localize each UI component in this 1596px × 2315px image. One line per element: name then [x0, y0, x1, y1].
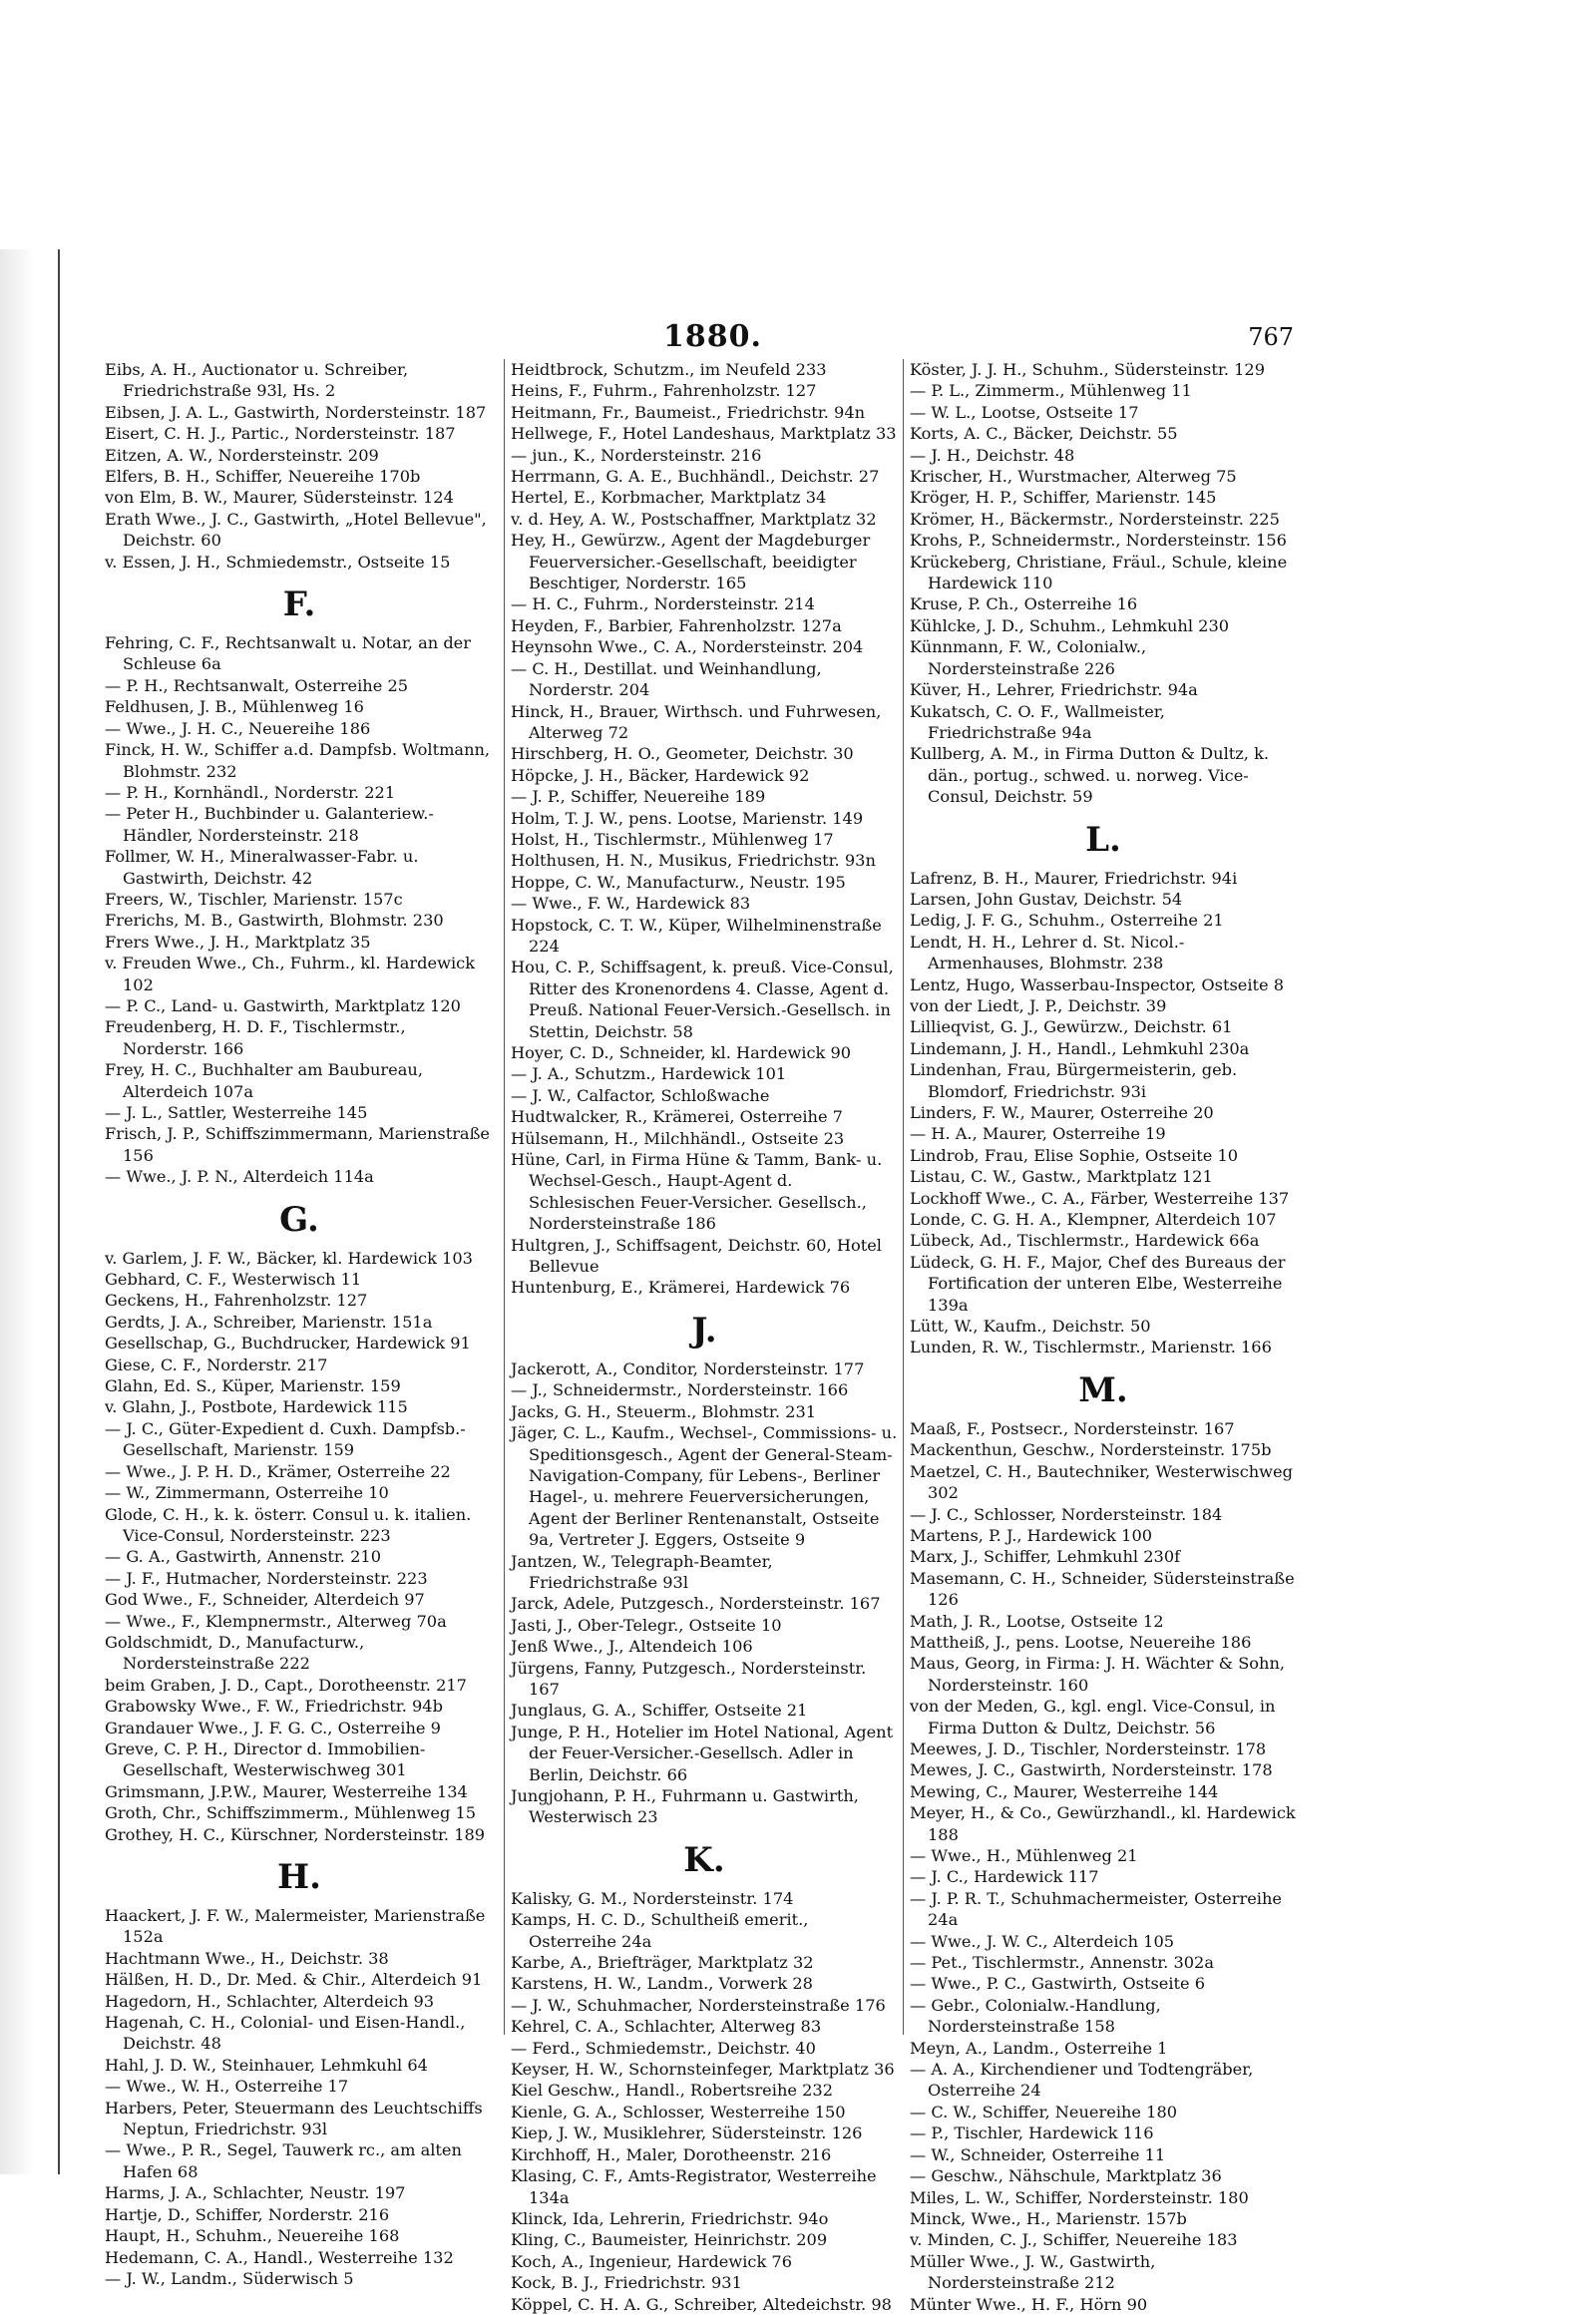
directory-entry: Krückeberg, Christiane, Fräul., Schule, kleine Hardewick 110 — [910, 552, 1288, 593]
directory-entry: Höpcke, J. H., Bäcker, Hardewick 92 — [511, 765, 810, 785]
directory-entry: Kukatsch, C. O. F., Wallmeister, Friedrichstraße 94a — [910, 701, 1165, 742]
directory-entry: — Gebr., Colonialw.-Handlung, Nordersteinstraße 158 — [910, 1995, 1161, 2037]
directory-entry: — H. A., Maurer, Osterreihe 19 — [910, 1124, 1166, 1144]
directory-entry: Heidtbrock, Schutzm., im Neufeld 233 — [511, 360, 827, 379]
directory-entry: beim Graben, J. D., Capt., Dorotheenstr. 217 — [105, 1675, 467, 1695]
directory-entry: Junglaus, G. A., Schiffer, Ostseite 21 — [511, 1701, 808, 1721]
directory-entry: — C. W., Schiffer, Neuereihe 180 — [910, 2102, 1178, 2122]
directory-entry: Keyser, H. W., Schornsteinfeger, Marktplatz 36 — [511, 2060, 895, 2080]
section-letter: J. — [691, 1310, 717, 1350]
column-3 — [903, 359, 1297, 2314]
directory-entry: Mewing, C., Maurer, Westerreihe 144 — [910, 1781, 1219, 1801]
directory-entry: God Wwe., F., Schneider, Alterdeich 97 — [105, 1590, 425, 1610]
directory-entry: Gerdts, J. A., Schreiber, Marienstr. 151a — [105, 1312, 433, 1332]
directory-entry: Eitzen, A. W., Nordersteinstr. 209 — [105, 445, 379, 465]
directory-entry: Glahn, Ed. S., Küper, Marienstr. 159 — [105, 1376, 401, 1396]
directory-entry: Linders, F. W., Maurer, Osterreihe 20 — [910, 1103, 1214, 1122]
directory-entry: Lockhoff Wwe., C. A., Färber, Westerreihe 137 — [910, 1188, 1290, 1208]
directory-entry: Gesellschap, G., Buchdrucker, Hardewick 91 — [105, 1334, 471, 1353]
directory-entry: Maus, Georg, in Firma: J. H. Wächter & Sohn, Nordersteinstr. 160 — [910, 1654, 1286, 1695]
directory-entry: Holst, H., Tischlermstr., Mühlenweg 17 — [511, 829, 834, 849]
directory-entry: v. Minden, C. J., Schiffer, Neuereihe 183 — [910, 2230, 1238, 2250]
directory-entry: — jun., K., Nordersteinstr. 216 — [511, 445, 762, 465]
directory-entry: — W., Zimmermann, Osterreihe 10 — [105, 1483, 389, 1503]
directory-entry: — G. A., Gastwirth, Annenstr. 210 — [105, 1547, 381, 1567]
directory-entry: Heyden, F., Barbier, Fahrenholzstr. 127a — [511, 615, 842, 635]
directory-entry: — J. C., Schlosser, Nordersteinstr. 184 — [910, 1504, 1223, 1524]
directory-entry: — Wwe., J. W. C., Alterdeich 105 — [910, 1931, 1175, 1951]
directory-entry: Lentz, Hugo, Wasserbau-Inspector, Ostseite 8 — [910, 974, 1285, 994]
directory-entry: — W., Schneider, Osterreihe 11 — [910, 2144, 1166, 2164]
directory-entry: Martens, P. J., Hardewick 100 — [910, 1525, 1153, 1545]
directory-entry: Mackenthun, Geschw., Nordersteinstr. 175b — [910, 1440, 1272, 1460]
directory-entry: Kehrel, C. A., Schlachter, Alterweg 83 — [511, 2017, 822, 2037]
directory-entry: — J. H., Deichstr. 48 — [910, 445, 1075, 465]
directory-entry: Krischer, H., Wurstmacher, Alterweg 75 — [910, 467, 1237, 487]
directory-entry: — P. C., Land- u. Gastwirth, Marktplatz 120 — [105, 995, 461, 1015]
directory-entry: Kullberg, A. M., in Firma Dutton & Dultz, k. dän., portug., schwed. u. norweg. Vice-Consul, Deichstr. 59 — [910, 744, 1270, 807]
directory-entry: Hinck, H., Brauer, Wirthsch. und Fuhrwesen, Alterweg 72 — [511, 701, 882, 742]
directory-entry: Krohs, P., Schneidermstr., Nordersteinstr. 156 — [910, 531, 1287, 551]
directory-entry: — J. W., Calfactor, Schloßwache — [511, 1085, 770, 1105]
directory-entry: Ledig, J. F. G., Schuhm., Osterreihe 21 — [910, 911, 1224, 931]
directory-entry: Heitmann, Fr., Baumeist., Friedrichstr. 94n — [511, 402, 866, 422]
directory-entry: Hülsemann, H., Milchhändl., Ostseite 23 — [511, 1128, 845, 1148]
directory-entry: Kling, C., Baumeister, Heinrichstr. 209 — [511, 2230, 828, 2250]
directory-entry: Hälßen, H. D., Dr. Med. & Chir., Alterdeich 91 — [105, 1970, 483, 1990]
directory-entry: Masemann, C. H., Schneider, Südersteinstraße 126 — [910, 1568, 1295, 1610]
directory-entry: Kamps, H. C. D., Schultheiß emerit., Osterreihe 24a — [511, 1910, 809, 1951]
directory-entry: v. d. Hey, A. W., Postschaffner, Marktplatz 32 — [511, 509, 877, 529]
directory-entry: Listau, C. W., Gastw., Marktplatz 121 — [910, 1167, 1213, 1187]
directory-entry: Frey, H. C., Buchhalter am Baubureau, Alterdeich 107a — [105, 1060, 423, 1101]
directory-entry: Erath Wwe., J. C., Gastwirth, „Hotel Bellevue", Deichstr. 60 — [105, 509, 487, 551]
directory-entry: Jasti, J., Ober-Telegr., Ostseite 10 — [511, 1615, 782, 1635]
directory-entry: Heynsohn Wwe., C. A., Nordersteinstr. 204 — [511, 637, 864, 657]
directory-entry: Jantzen, W., Telegraph-Beamter, Friedrichstraße 93l — [511, 1551, 773, 1592]
directory-entry: Holm, T. J. W., pens. Lootse, Marienstr. 149 — [511, 808, 864, 828]
directory-entry: Fehring, C. F., Rechtsanwalt u. Notar, an der Schleuse 6a — [105, 633, 472, 674]
directory-entry: — J. P. R. T., Schuhmachermeister, Osterreihe 24a — [910, 1888, 1282, 1930]
directory-entry: Lendt, H. H., Lehrer d. St. Nicol.-Armenhauses, Blohmstr. 238 — [910, 932, 1185, 973]
directory-entry: Junge, P. H., Hotelier im Hotel National, Agent der Feuer-Versicher.-Gesellsch. Adler in Berlin, Deichstr. 66 — [511, 1722, 894, 1784]
directory-entry: Frisch, J. P., Schiffszimmermann, Marienstraße 156 — [105, 1124, 490, 1165]
directory-entry: Harbers, Peter, Steuermann des Leuchtschiffs Neptun, Friedrichstr. 93l — [105, 2098, 483, 2139]
directory-entry: Kock, B. J., Friedrichstr. 931 — [511, 2273, 742, 2293]
directory-entry: Hartje, D., Schiffer, Norderstr. 216 — [105, 2204, 390, 2224]
directory-entry: — J., Schneidermstr., Nordersteinstr. 166 — [511, 1380, 849, 1400]
section-letter: H. — [277, 1857, 321, 1897]
directory-entry: Kalisky, G. M., Nordersteinstr. 174 — [511, 1888, 794, 1908]
directory-entry: Hey, H., Gewürzw., Agent der Magdeburger Feuerversicher.-Gesellschaft, beeidigter Beschtiger, Norderstr. 165 — [511, 531, 871, 593]
directory-entry: Huntenburg, E., Krämerei, Hardewick 76 — [511, 1278, 851, 1298]
directory-entry: Künnmann, F. W., Colonialw., Nordersteinstraße 226 — [910, 637, 1147, 678]
directory-entry: Kiep, J. W., Musiklehrer, Südersteinstr. 126 — [511, 2123, 863, 2143]
directory-entry: Lübeck, Ad., Tischlermstr., Hardewick 66a — [910, 1231, 1260, 1251]
directory-entry: Korts, A. C., Bäcker, Deichstr. 55 — [910, 424, 1178, 444]
directory-entry: Mewes, J. C., Gastwirth, Nordersteinstr. 178 — [910, 1760, 1273, 1780]
directory-entry: — J. L., Sattler, Westerreihe 145 — [105, 1103, 368, 1122]
directory-entry: Herrmann, G. A. E., Buchhändl., Deichstr. 27 — [511, 467, 880, 487]
directory-entry: — J. W., Landm., Süderwisch 5 — [105, 2268, 354, 2288]
directory-entry: Kühlcke, J. D., Schuhm., Lehmkuhl 230 — [910, 615, 1230, 635]
directory-entry: Lindrob, Frau, Elise Sophie, Ostseite 10 — [910, 1145, 1239, 1165]
directory-entry: Klinck, Ida, Lehrerin, Friedrichstr. 94o — [511, 2208, 829, 2228]
directory-entry: — C. H., Destillat. und Weinhandlung, Norderstr. 204 — [511, 658, 822, 700]
page-number: 767 — [1248, 323, 1294, 351]
directory-entry: von der Liedt, J. P., Deichstr. 39 — [910, 995, 1167, 1015]
directory-entry: — Wwe., J. P. N., Alterdeich 114a — [105, 1167, 374, 1187]
directory-entry: v. Glahn, J., Postbote, Hardewick 115 — [105, 1397, 408, 1417]
directory-entry: Meyer, H., & Co., Gewürzhandl., kl. Hardewick 188 — [910, 1803, 1296, 1844]
directory-entry: Kröger, H. P., Schiffer, Marienstr. 145 — [910, 488, 1217, 508]
directory-entry: Hertel, E., Korbmacher, Marktplatz 34 — [511, 488, 827, 508]
directory-entry: — Wwe., P. R., Segel, Tauwerk rc., am alten Hafen 68 — [105, 2140, 462, 2181]
directory-entry: Lafrenz, B. H., Maurer, Friedrichstr. 94i — [910, 868, 1238, 888]
directory-entry: Giese, C. F., Norderstr. 217 — [105, 1354, 328, 1374]
directory-entry: — P. L., Zimmerm., Mühlenweg 11 — [910, 381, 1192, 401]
directory-entry: Hou, C. P., Schiffsagent, k. preuß. Vice-Consul, Ritter des Kronenordens 4. Classe, Agent d. Preuß. National Feuer-Versich.-Gesellsch. in Stettin, Deichstr. 58 — [511, 958, 894, 1041]
directory-entry: — Wwe., F. W., Hardewick 83 — [511, 894, 751, 914]
directory-entry: Freudenberg, H. D. F., Tischlermstr., Norderstr. 166 — [105, 1017, 406, 1058]
directory-entry: — J. C., Güter-Expedient d. Cuxh. Dampfsb.-Gesellschaft, Marienstr. 159 — [105, 1418, 466, 1460]
directory-entry: Jacks, G. H., Steuerm., Blohmstr. 231 — [511, 1401, 817, 1421]
directory-entry: v. Garlem, J. F. W., Bäcker, kl. Hardewick 103 — [105, 1248, 473, 1268]
directory-entry: Grandauer Wwe., J. F. G. C., Osterreihe 9 — [105, 1718, 441, 1737]
directory-entry: Hopstock, C. T. W., Küper, Wilhelminenstraße 224 — [511, 915, 882, 956]
directory-entry: Köppel, C. H. A. G., Schreiber, Altedeichstr. 98 — [511, 2294, 892, 2314]
directory-entry: Müller Wwe., J. W., Gastwirth, Nordersteinstraße 212 — [910, 2251, 1156, 2293]
directory-entry: Grabowsky Wwe., F. W., Friedrichstr. 94b — [105, 1697, 443, 1717]
directory-entry: Goldschmidt, D., Manufacturw., Nordersteinstraße 222 — [105, 1632, 365, 1674]
directory-entry: Jäger, C. L., Kaufm., Wechsel-, Commissions- u. Speditionsgesch., Agent der General-Steam-Navigation-Company, für Lebens-, Berliner Hagel-, u. mehrere Feuerversicherungen, Agent der Berliner Rentenanstalt, Ostseite 9a, Vertreter J. Eggers, Ostseite 9 — [511, 1423, 898, 1550]
directory-entry: v. Essen, J. H., Schmiedemstr., Ostseite 15 — [105, 552, 451, 572]
directory-entry: Jungjohann, P. H., Fuhrmann u. Gastwirth, Westerwisch 23 — [511, 1786, 859, 1827]
directory-entry: Kruse, P. Ch., Osterreihe 16 — [910, 594, 1138, 614]
directory-entry: von der Meden, G., kgl. engl. Vice-Consul, in Firma Dutton & Dultz, Deichstr. 56 — [910, 1697, 1276, 1737]
section-letter: F. — [282, 584, 316, 625]
directory-entry: Eisert, C. H. J., Partic., Nordersteinstr. 187 — [105, 424, 456, 444]
directory-entry: Hoyer, C. D., Schneider, kl. Hardewick 90 — [511, 1043, 852, 1062]
directory-entry: Lütt, W., Kaufm., Deichstr. 50 — [910, 1317, 1151, 1337]
directory-entry: Jenß Wwe., J., Altendeich 106 — [511, 1637, 753, 1657]
directory-entry: Frers Wwe., J. H., Marktplatz 35 — [105, 932, 371, 952]
directory-entry: — J. F., Hutmacher, Nordersteinstr. 223 — [105, 1568, 428, 1588]
directory-entry: — Pet., Tischlermstr., Annenstr. 302a — [910, 1953, 1214, 1973]
directory-entry: Hedemann, C. A., Handl., Westerreihe 132 — [105, 2247, 454, 2267]
directory-entry: — J. A., Schutzm., Hardewick 101 — [511, 1064, 787, 1084]
directory-entry: Jarck, Adele, Putzgesch., Nordersteinstr. 167 — [511, 1594, 881, 1614]
directory-entry: — P. H., Kornhändl., Norderstr. 221 — [105, 782, 396, 802]
directory-entry: Haupt, H., Schuhm., Neuereihe 168 — [105, 2226, 400, 2246]
directory-entry: Eibs, A. H., Auctionator u. Schreiber, Friedrichstraße 93l, Hs. 2 — [105, 360, 409, 401]
directory-entry: Lindenhan, Frau, Bürgermeisterin, geb. Blomdorf, Friedrichstr. 93i — [910, 1060, 1238, 1101]
directory-entry: Haackert, J. F. W., Malermeister, Marienstraße 152a — [105, 1906, 486, 1947]
column-1 — [105, 359, 494, 2289]
directory-entry: — H. C., Fuhrm., Nordersteinstr. 214 — [511, 594, 815, 614]
directory-entry: Maaß, F., Postsecr., Nordersteinstr. 167 — [910, 1418, 1235, 1438]
directory-entry: Geckens, H., Fahrenholzstr. 127 — [105, 1291, 368, 1311]
directory-entry: — J. C., Hardewick 117 — [910, 1867, 1099, 1887]
directory-entry: Karstens, H. W., Landm., Vorwerk 28 — [511, 1974, 813, 1994]
directory-entry: — J. W., Schuhmacher, Nordersteinstraße 176 — [511, 1995, 886, 2015]
directory-entry: — Ferd., Schmiedemstr., Deichstr. 40 — [511, 2038, 816, 2058]
directory-entry: Münter Wwe., H. F., Hörn 90 — [910, 2294, 1148, 2314]
directory-entry: Math, J. R., Lootse, Ostseite 12 — [910, 1611, 1164, 1631]
directory-entry: — Wwe., J. H. C., Neuereihe 186 — [105, 718, 371, 738]
directory-entry: Hellwege, F., Hotel Landeshaus, Marktplatz 33 — [511, 424, 897, 444]
directory-entry: — Geschw., Nähschule, Marktplatz 36 — [910, 2166, 1222, 2186]
section-letter: M. — [1078, 1369, 1128, 1410]
directory-entry: Maetzel, C. H., Bautechniker, Westerwischweg 302 — [910, 1461, 1293, 1503]
directory-entry: Frerichs, M. B., Gastwirth, Blohmstr. 230 — [105, 911, 444, 931]
directory-entry: Grothey, H. C., Kürschner, Nordersteinstr. 189 — [105, 1824, 486, 1844]
directory-entry: Minck, Wwe., H., Marienstr. 157b — [910, 2208, 1187, 2228]
directory-entry: Lillieqvist, G. J., Gewürzw., Deichstr. 61 — [910, 1017, 1233, 1037]
directory-entry: Köster, J. J. H., Schuhm., Südersteinstr. 129 — [910, 360, 1266, 379]
directory-entry: Jackerott, A., Conditor, Nordersteinstr. 177 — [511, 1358, 865, 1378]
page-edge — [0, 249, 60, 2174]
directory-entry: Lunden, R. W., Tischlermstr., Marienstr. 166 — [910, 1338, 1272, 1357]
directory-entry: Karbe, A., Briefträger, Marktplatz 32 — [511, 1953, 814, 1973]
directory-entry: Hachtmann Wwe., H., Deichstr. 38 — [105, 1948, 389, 1968]
section-letter: L. — [1085, 819, 1121, 860]
directory-entry: — Peter H., Buchbinder u. Galanteriew.-Händler, Nordersteinstr. 218 — [105, 804, 434, 845]
directory-entry: Kirchhoff, H., Maler, Dorotheenstr. 216 — [511, 2144, 832, 2164]
directory-entry: Eibsen, J. A. L., Gastwirth, Nordersteinstr. 187 — [105, 402, 487, 422]
directory-entry: Lindemann, J. H., Handl., Lehmkuhl 230a — [910, 1038, 1250, 1058]
directory-entry: — P., Tischler, Hardewick 116 — [910, 2123, 1154, 2143]
section-letter: K. — [683, 1839, 725, 1880]
directory-entry: Holthusen, H. N., Musikus, Friedrichstr. 93n — [511, 851, 876, 871]
directory-entry: Meyn, A., Landm., Osterreihe 1 — [910, 2038, 1168, 2058]
column-2 — [504, 359, 898, 2314]
directory-entry: Finck, H. W., Schiffer a.d. Dampfsb. Woltmann, Blohmstr. 232 — [105, 740, 491, 781]
directory-entry: Kiel Geschw., Handl., Robertsreihe 232 — [511, 2081, 833, 2101]
directory-entry: Harms, J. A., Schlachter, Neustr. 197 — [105, 2183, 406, 2203]
directory-entry: Larsen, John Gustav, Deichstr. 54 — [910, 889, 1183, 909]
directory-entry: Greve, C. P. H., Director d. Immobilien-Gesellschaft, Westerwischweg 301 — [105, 1738, 426, 1780]
directory-entry: Hudtwalcker, R., Krämerei, Osterreihe 7 — [511, 1107, 843, 1127]
directory-entry: — Wwe., J. P. H. D., Krämer, Osterreihe 22 — [105, 1461, 451, 1481]
directory-entry: Heins, F., Fuhrm., Fahrenholzstr. 127 — [511, 381, 817, 401]
directory-entry: Miles, L. W., Schiffer, Nordersteinstr. 180 — [910, 2187, 1249, 2207]
directory-entry: von Elm, B. W., Maurer, Südersteinstr. 124 — [105, 488, 454, 508]
directory-entry: Elfers, B. H., Schiffer, Neuereihe 170b — [105, 467, 421, 487]
directory-entry: — J. P., Schiffer, Neuereihe 189 — [511, 787, 766, 807]
directory-entry: Lüdeck, G. H. F., Major, Chef des Bureaus der Fortification der unteren Elbe, Westerreihe 139a — [910, 1252, 1286, 1315]
directory-entry: — Wwe., F., Klempnermstr., Alterweg 70a — [105, 1611, 447, 1631]
directory-entry: Hahl, J. D. W., Steinhauer, Lehmkuhl 64 — [105, 2055, 428, 2075]
directory-entry: Follmer, W. H., Mineralwasser-Fabr. u. Gastwirth, Deichstr. 42 — [105, 847, 419, 888]
directory-entry: Gebhard, C. F., Westerwisch 11 — [105, 1270, 362, 1290]
directory-entry: Krömer, H., Bäckermstr., Nordersteinstr. 225 — [910, 509, 1280, 529]
directory-entry: Kienle, G. A., Schlosser, Westerreihe 150 — [511, 2102, 846, 2122]
directory-entry: Hagenah, C. H., Colonial- und Eisen-Handl., Deichstr. 48 — [105, 2013, 466, 2054]
directory-entry: Klasing, C. F., Amts-Registrator, Westerreihe 134a — [511, 2166, 877, 2207]
directory-entry: Groth, Chr., Schiffszimmerm., Mühlenweg 15 — [105, 1803, 477, 1823]
page-year: 1880. — [663, 319, 762, 354]
directory-entry: Jürgens, Fanny, Putzgesch., Nordersteinstr. 167 — [511, 1658, 867, 1699]
directory-entry: — W. L., Lootse, Ostseite 17 — [910, 402, 1139, 422]
directory-entry: — Wwe., H., Mühlenweg 21 — [910, 1846, 1138, 1865]
directory-entry: Koch, A., Ingenieur, Hardewick 76 — [511, 2251, 793, 2271]
directory-entry: Feldhusen, J. B., Mühlenweg 16 — [105, 697, 364, 717]
directory-entry: — P. H., Rechtsanwalt, Osterreihe 25 — [105, 675, 409, 695]
directory-entry: Hoppe, C. W., Manufacturw., Neustr. 195 — [511, 872, 846, 892]
directory-entry: v. Freuden Wwe., Ch., Fuhrm., kl. Hardewick 102 — [105, 954, 475, 994]
directory-entry: Küver, H., Lehrer, Friedrichstr. 94a — [910, 680, 1198, 700]
directory-entry: — Wwe., P. C., Gastwirth, Ostseite 6 — [910, 1974, 1206, 1994]
directory-entry: Hultgren, J., Schiffsagent, Deichstr. 60, Hotel Bellevue — [511, 1235, 882, 1277]
directory-entry: Hirschberg, H. O., Geometer, Deichstr. 30 — [511, 744, 854, 764]
directory-entry: Hüne, Carl, in Firma Hüne & Tamm, Bank- u. Wechsel-Gesch., Haupt-Agent d. Schlesischen Feuer-Versicher. Gesellsch., Nordersteinstraße 186 — [511, 1150, 883, 1234]
directory-entry: Londe, C. G. H. A., Klempner, Alterdeich 107 — [910, 1210, 1277, 1230]
directory-entry: Mattheiß, J., pens. Lootse, Neuereihe 186 — [910, 1632, 1252, 1652]
directory-entry: Meewes, J. D., Tischler, Nordersteinstr. 178 — [910, 1738, 1267, 1758]
directory-entry: Hagedorn, H., Schlachter, Alterdeich 93 — [105, 1991, 435, 2011]
section-letter: G. — [279, 1199, 319, 1240]
directory-entry: Grimsmann, J.P.W., Maurer, Westerreihe 134 — [105, 1781, 468, 1801]
page-header — [105, 319, 1292, 359]
directory-entry: Freers, W., Tischler, Marienstr. 157c — [105, 889, 403, 909]
directory-entry: — A. A., Kirchendiener und Todtengräber, Osterreihe 24 — [910, 2060, 1254, 2101]
directory-entry: — Wwe., W. H., Osterreihe 17 — [105, 2077, 349, 2097]
directory-entry: Marx, J., Schiffer, Lehmkuhl 230f — [910, 1547, 1181, 1567]
directory-entry: Glode, C. H., k. k. österr. Consul u. k. italien. Vice-Consul, Nordersteinstr. 223 — [105, 1504, 472, 1545]
